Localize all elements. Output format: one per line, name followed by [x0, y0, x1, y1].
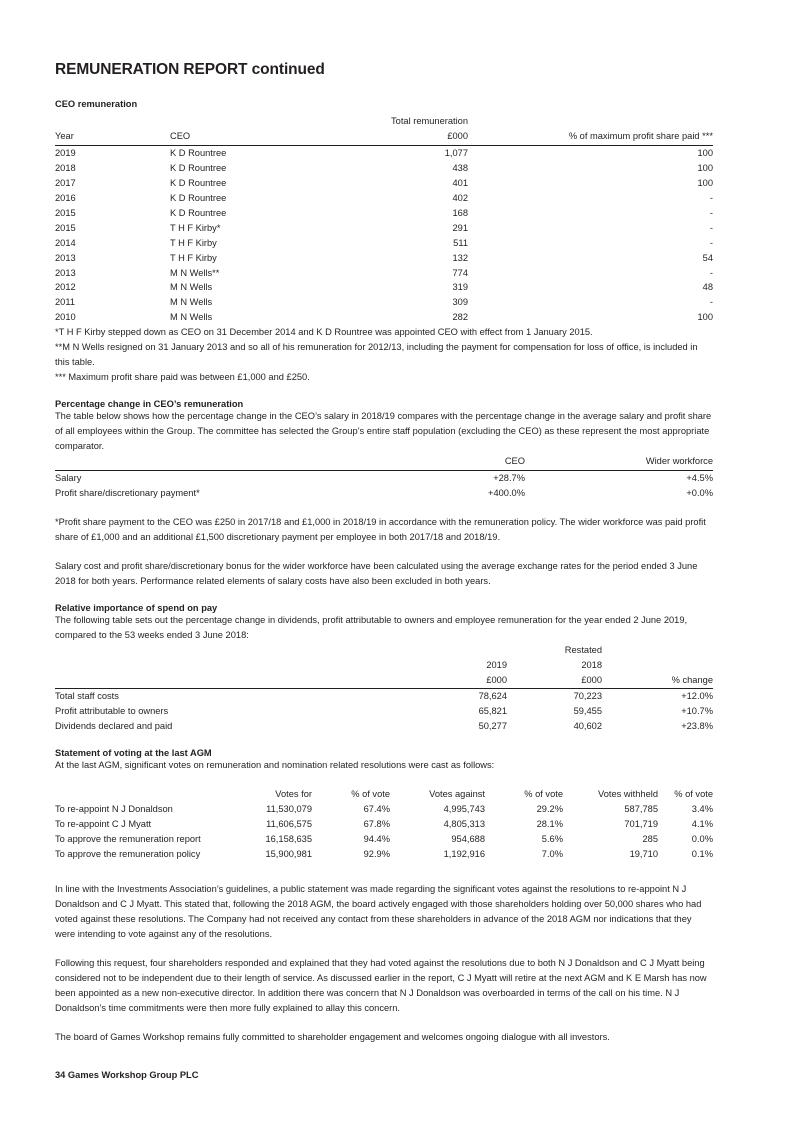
- cell-pct-against: 5.6%: [541, 834, 563, 845]
- cell-pct: 100: [697, 147, 713, 158]
- column-header-unit-2019: £000: [410, 673, 507, 689]
- cell-2019: 65,821: [478, 706, 507, 717]
- cell-year: 2018: [55, 162, 76, 173]
- column-header-year: Year: [55, 129, 170, 145]
- cell-ceo: M N Wells: [170, 282, 213, 293]
- table-row: [55, 704, 713, 719]
- cell-ceo: K D Rountree: [170, 162, 227, 173]
- table-row: [55, 802, 713, 817]
- table-row: [55, 145, 713, 160]
- spanner-total-remuneration: Total remuneration: [391, 116, 468, 126]
- table-row: [55, 251, 713, 266]
- footnote-kirby: *T H F Kirby stepped down as CEO on 31 December 2014 and K D Rountree was appointed CEO with effect from 1 January 2015.: [55, 327, 593, 338]
- table-header-row: [55, 454, 713, 470]
- closing-paragraph-1: In line with the Investments Association’s guidelines, a public statement was made regarding the significant votes against the resolutions to re-appoint N J Donaldson and C J Myatt. This stated that, following the 2018 AGM, the board actively engaged with those shareholders holding over 50,000 shares who had voted against these resolutions. The Company had not received any contact from these shareholders in advance of the 2018 AGM nor indications that they were intending to vote against any of the resolutions.: [55, 884, 702, 939]
- relative-importance-intro: The following table sets out the percentage change in dividends, profit attributable to owners and employee remuneration for the year ended 2 June 2019, compared to the 53 weeks ended 3 June 2018:: [55, 614, 688, 640]
- cell-pct: -: [709, 192, 713, 203]
- column-header-votes-withheld: Votes withheld: [598, 789, 658, 800]
- column-header-votes-against: Votes against: [429, 789, 485, 800]
- cell-resolution: To approve the remuneration policy: [55, 849, 201, 860]
- table-row: [55, 719, 713, 734]
- cell-amount: 402: [452, 192, 468, 203]
- cell-2018: 59,455: [573, 706, 602, 717]
- cell-amount: 168: [452, 207, 468, 218]
- cell-label: Dividends declared and paid: [55, 721, 173, 732]
- cell-amount: 291: [452, 222, 468, 233]
- percentage-change-table: [55, 454, 713, 501]
- cell-votes-against: 1,192,916: [443, 849, 485, 860]
- column-header-change: % change: [602, 673, 713, 689]
- cell-pct-for: 92.9%: [363, 849, 390, 860]
- cell-votes-for: 16,158,635: [265, 834, 312, 845]
- cell-resolution: To re-appoint C J Myatt: [55, 819, 152, 830]
- cell-pct: -: [709, 207, 713, 218]
- column-header-wider-workforce: Wider workforce: [525, 454, 713, 470]
- cell-year: 2015: [55, 207, 76, 218]
- table-row: [55, 295, 713, 310]
- cell-ceo-value: +28.7%: [493, 472, 525, 483]
- table-header-row: [55, 787, 713, 802]
- column-header-resolution: [55, 787, 217, 802]
- cell-votes-against: 4,995,743: [443, 804, 485, 815]
- cell-amount: 1,077: [444, 147, 468, 158]
- footnote-max-profit-share: *** Maximum profit share paid was between £1,000 and £250.: [55, 372, 310, 383]
- cell-label: Profit attributable to owners: [55, 706, 169, 717]
- cell-pct: -: [709, 237, 713, 248]
- table-restated-row: [55, 643, 713, 658]
- cell-pct: 100: [697, 162, 713, 173]
- cell-pct: -: [709, 297, 713, 308]
- cell-pct: 100: [697, 312, 713, 323]
- cell-pct: 100: [697, 177, 713, 188]
- cell-year: 2012: [55, 282, 76, 293]
- cell-label: Salary: [55, 472, 82, 483]
- section-heading-ceo-remuneration: CEO remuneration: [55, 99, 138, 109]
- column-header-year-2018: 2018: [581, 659, 602, 670]
- cell-wider-value: +4.5%: [686, 472, 713, 483]
- column-header-unit-2018: £000: [507, 673, 602, 689]
- cell-amount: 319: [452, 282, 468, 293]
- cell-label: Profit share/discretionary payment*: [55, 487, 200, 498]
- cell-pct-withheld: 0.0%: [691, 834, 713, 845]
- cell-votes-withheld: 285: [642, 834, 658, 845]
- cell-change: +23.8%: [681, 721, 713, 732]
- cell-votes-for: 11,530,079: [266, 804, 312, 815]
- cell-2019: 50,277: [478, 721, 507, 732]
- cell-resolution: To approve the remuneration report: [55, 834, 201, 845]
- column-header-amount: £000: [353, 129, 468, 145]
- percentage-change-footnote: *Profit share payment to the CEO was £250 in 2017/18 and £1,000 in 2018/19 in accordance with the remuneration policy. The wider workforce was paid profit share of £1,000 and an additional £1,500 discretionary payment per employee in both 2017/18 and 2018/19.: [55, 516, 706, 542]
- cell-pct-withheld: 0.1%: [691, 849, 713, 860]
- agm-voting-intro: At the last AGM, significant votes on remuneration and nomination related resolutions were cast as follows:: [55, 760, 495, 771]
- table-row: [55, 817, 713, 832]
- cell-pct: 54: [702, 252, 713, 263]
- cell-ceo: M N Wells: [170, 312, 213, 323]
- table-row: [55, 470, 713, 485]
- cell-2019: 78,624: [478, 691, 507, 702]
- cell-change: +12.0%: [681, 691, 713, 702]
- table-row: [55, 266, 713, 281]
- cell-votes-against: 954,688: [451, 834, 485, 845]
- column-header-votes-for: Votes for: [275, 789, 312, 800]
- cell-ceo: K D Rountree: [170, 147, 227, 158]
- cell-ceo: M N Wells**: [170, 267, 220, 278]
- column-header-pct-max-profit-share: % of maximum profit share paid ***: [468, 129, 713, 145]
- page-title: REMUNERATION REPORT continued: [55, 61, 325, 78]
- cell-year: 2017: [55, 177, 76, 188]
- closing-paragraph-2: Following this request, four shareholders responded and explained that they had voted against the resolutions due to both N J Donaldson and C J Myatt being considered not to be independent due to their length of service. As discussed earlier in the report, C J Myatt will retire at the next AGM and K E Marsh has now been appointed as a new non-executive director. In addition there was concern that N J Donaldson was overboarded in terms of the call on his time. N J Donaldson’s time commitments were then more fully explained to allay this concern.: [55, 957, 707, 1013]
- cell-votes-against: 4,805,313: [443, 819, 485, 830]
- cell-ceo: T H F Kirby*: [170, 222, 221, 233]
- relative-importance-table: [55, 643, 713, 735]
- table-header-row: [55, 129, 713, 145]
- column-header-ceo: CEO: [385, 454, 525, 470]
- percentage-change-intro: The table below shows how the percentage change in the CEO’s salary in 2018/19 compares with the percentage change in the average salary and profit share of all employees within the Group. The committee has selected the Group’s entire staff population (excluding the CEO) as these represent the most appropriate comparator.: [55, 411, 712, 452]
- cell-ceo: M N Wells: [170, 297, 213, 308]
- cell-wider-value: +0.0%: [686, 487, 713, 498]
- table-header-row: [55, 673, 713, 689]
- page-footer: 34 Games Workshop Group PLC: [55, 1070, 199, 1080]
- table-row: [55, 689, 713, 704]
- cell-ceo-value: +400.0%: [488, 487, 525, 498]
- cell-pct: 48: [702, 282, 713, 293]
- cell-pct-against: 28.1%: [536, 819, 563, 830]
- cell-year: 2010: [55, 312, 76, 323]
- table-row: [55, 832, 713, 847]
- cell-pct-against: 7.0%: [541, 849, 563, 860]
- column-header-blank: [55, 454, 385, 470]
- section-heading-agm-voting: Statement of voting at the last AGM: [55, 748, 212, 759]
- cell-votes-for: 11,606,575: [266, 819, 312, 830]
- cell-pct-withheld: 3.4%: [691, 804, 713, 815]
- cell-year: 2013: [55, 252, 76, 263]
- section-heading-relative-importance: Relative importance of spend on pay: [55, 602, 218, 613]
- cell-votes-withheld: 587,785: [624, 804, 658, 815]
- cell-ceo: T H F Kirby: [170, 252, 217, 263]
- table-row: [55, 221, 713, 236]
- cell-votes-for: 15,900,981: [265, 849, 312, 860]
- cell-ceo: K D Rountree: [170, 207, 227, 218]
- cell-2018: 70,223: [573, 691, 602, 702]
- cell-amount: 132: [452, 252, 468, 263]
- cell-pct-for: 67.8%: [363, 819, 390, 830]
- percentage-change-note: Salary cost and profit share/discretionary bonus for the wider workforce have been calculated using the average exchange rates for the period ended 3 June 2018 for both years. Performance related elements of salary costs have also been excluded in both years.: [55, 560, 698, 586]
- cell-year: 2013: [55, 267, 76, 278]
- cell-year: 2011: [55, 297, 75, 308]
- table-row: [55, 191, 713, 206]
- cell-year: 2015: [55, 222, 76, 233]
- cell-label: Total staff costs: [55, 691, 119, 702]
- cell-pct-against: 29.2%: [536, 804, 563, 815]
- cell-amount: 511: [453, 237, 468, 248]
- cell-ceo: K D Rountree: [170, 177, 227, 188]
- table-row: [55, 161, 713, 176]
- column-header-pct-against: % of vote: [524, 789, 563, 800]
- cell-pct-withheld: 4.1%: [691, 819, 713, 830]
- ceo-remuneration-table: [55, 114, 713, 325]
- cell-year: 2014: [55, 237, 76, 248]
- cell-amount: 282: [452, 312, 468, 323]
- cell-votes-withheld: 701,719: [624, 819, 658, 830]
- cell-ceo: K D Rountree: [170, 192, 227, 203]
- cell-change: +10.7%: [681, 706, 713, 717]
- cell-year: 2016: [55, 192, 76, 203]
- cell-pct: -: [709, 267, 713, 278]
- cell-votes-withheld: 19,710: [629, 849, 658, 860]
- table-row: [55, 206, 713, 221]
- closing-paragraph-3: The board of Games Workshop remains fully committed to shareholder engagement and welcomes ongoing dialogue with all investors.: [55, 1031, 610, 1042]
- table-row: [55, 280, 713, 295]
- cell-pct-for: 67.4%: [363, 804, 390, 815]
- cell-amount: 401: [452, 177, 468, 188]
- table-year-row: [55, 658, 713, 673]
- cell-resolution: To re-appoint N J Donaldson: [55, 804, 173, 815]
- cell-amount: 309: [452, 297, 468, 308]
- table-row: [55, 847, 713, 862]
- table-row: [55, 486, 713, 501]
- table-row: [55, 310, 713, 325]
- column-header-pct-for: % of vote: [351, 789, 390, 800]
- label-restated: Restated: [564, 644, 602, 655]
- cell-ceo: T H F Kirby: [170, 237, 217, 248]
- table-row: [55, 236, 713, 251]
- table-spanner-row: [55, 114, 713, 129]
- column-header-year-2019: 2019: [486, 659, 507, 670]
- agm-voting-table: [55, 787, 713, 862]
- cell-pct: -: [709, 222, 713, 233]
- footnote-wells: **M N Wells resigned on 31 January 2013 and so all of his remuneration for 2012/13, including the payment for compensation for loss of office, is included in this table.: [55, 342, 698, 368]
- cell-2018: 40,602: [573, 721, 602, 732]
- column-header-ceo: CEO: [170, 129, 353, 145]
- section-heading-percentage-change: Percentage change in CEO’s remuneration: [55, 399, 244, 410]
- cell-amount: 438: [452, 162, 468, 173]
- table-row: [55, 176, 713, 191]
- cell-pct-for: 94.4%: [363, 834, 390, 845]
- column-header-pct-withheld: % of vote: [674, 789, 713, 800]
- cell-amount: 774: [452, 267, 468, 278]
- cell-year: 2019: [55, 147, 76, 158]
